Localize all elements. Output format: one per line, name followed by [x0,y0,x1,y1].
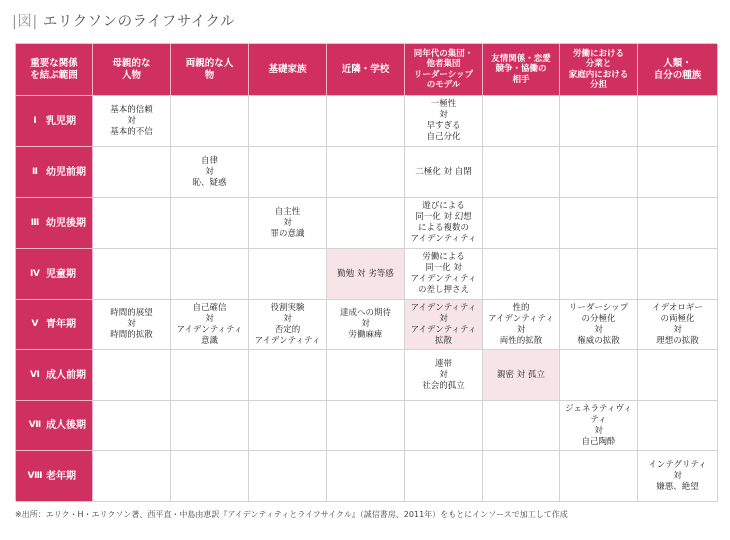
crisis-cell [171,96,249,147]
crisis-cell [327,96,405,147]
crisis-cell [560,198,638,249]
stage-label [16,401,93,451]
stage-name: 成人後期 [46,420,86,431]
figure-label: |図| [12,14,38,30]
crisis-cell: 親密 対 孤立 [483,350,560,401]
crisis-cell [93,401,171,451]
crisis-cell [638,350,718,401]
crisis-cell: 自主性 対 罪の意識 [249,198,327,249]
crisis-cell [560,96,638,147]
stage-name: 老年期 [46,470,76,482]
column-header: 基礎家族 [249,44,327,96]
stage-label [16,147,93,198]
stage-number: Ⅷ [27,470,43,481]
stage-number: Ⅶ [28,420,42,430]
column-header: 同年代の集団・ 他者集団 リーダーシップ のモデル [405,44,483,96]
crisis-cell [405,401,483,451]
crisis-cell [249,350,327,401]
crisis-cell [249,147,327,198]
crisis-cell [560,350,638,401]
crisis-cell [171,198,249,249]
crisis-cell: イデオロギー の両極化 対 理想の拡散 [638,300,718,350]
column-header: 労働における 分業と 家庭内における 分担 [560,44,638,96]
stage-name: 児童期 [46,268,76,280]
crisis-cell [249,451,327,502]
crisis-cell: 自己確信 対 アイデンティティ 意識 [171,300,249,350]
crisis-cell [249,96,327,147]
crisis-cell [483,198,560,249]
column-header: 近隣・学校 [327,44,405,96]
stage-name: 幼児前期 [46,166,86,178]
crisis-cell: 自律 対 恥、疑惑 [171,147,249,198]
stage-number: Ⅰ [33,115,37,126]
crisis-cell [93,451,171,502]
crisis-cell [327,401,405,451]
crisis-cell [560,249,638,300]
crisis-cell [638,198,718,249]
stage-name: 青年期 [46,319,76,330]
crisis-cell [327,198,405,249]
column-header-scope: 重要な関係 を結ぶ範囲 [16,44,93,96]
crisis-cell [171,249,249,300]
stage-label [16,249,93,300]
crisis-cell [93,350,171,401]
crisis-cell: 二極化 対 自閉 [405,147,483,198]
source-note: ※出所：エリク・H・エリクソン著、西平直・中島由恵訳『アイデンティティとライフサイクル』（誠信書房、2011年）をもとにインソースで加工して作成 [15,510,568,519]
crisis-cell [483,401,560,451]
column-header: 人類・ 自分の種族 [638,44,718,96]
stage-number: Ⅴ [31,319,39,329]
column-header: 友情関係・恋愛 競争・協働の 相手 [483,44,560,96]
crisis-cell [483,147,560,198]
crisis-cell [638,147,718,198]
crisis-cell [327,147,405,198]
crisis-cell [560,451,638,502]
crisis-cell: 役割実験 対 否定的 アイデンティティ [249,300,327,350]
stage-label [16,451,93,502]
crisis-cell [327,451,405,502]
crisis-cell: インテグリティ 対 嫌悪、絶望 [638,451,718,502]
crisis-cell: 遊びによる 同一化 対 幻想 による複数の アイデンティティ [405,198,483,249]
crisis-cell: 時間的展望 対 時間的拡散 [93,300,171,350]
crisis-cell: リーダーシップ の分極化 対 権威の拡散 [560,300,638,350]
crisis-cell [483,451,560,502]
crisis-cell [93,249,171,300]
crisis-cell [327,350,405,401]
figure-title [12,10,235,31]
crisis-cell [171,451,249,502]
crisis-cell [483,96,560,147]
crisis-cell [638,96,718,147]
crisis-cell [249,401,327,451]
crisis-cell [638,401,718,451]
crisis-cell: アイデンティティ 対 アイデンティティ 拡散 [405,300,483,350]
crisis-cell [249,249,327,300]
crisis-cell [483,249,560,300]
crisis-cell: 一極性 対 早すぎる 自己分化 [405,96,483,147]
crisis-cell [560,147,638,198]
crisis-cell: 連帯 対 社会的孤立 [405,350,483,401]
stage-name: 成人前期 [46,369,86,381]
crisis-cell: 基本的信頼 対 基本的不信 [93,96,171,147]
crisis-cell: 性的 アイデンティティ 対 両性的拡散 [483,300,560,350]
crisis-cell: ジェネラティヴィ ティ 対 自己陶酔 [560,401,638,451]
crisis-cell: 勤勉 対 劣等感 [327,249,405,300]
crisis-cell [93,198,171,249]
crisis-cell [93,147,171,198]
crisis-cell [405,451,483,502]
stage-label [16,96,93,147]
stage-number: Ⅲ [30,217,40,228]
stage-label [16,350,93,401]
crisis-cell [171,401,249,451]
stage-number: Ⅵ [30,369,40,380]
stage-name: 幼児後期 [46,217,86,229]
stage-number: Ⅳ [30,268,40,279]
stage-name: 乳児期 [46,115,76,127]
crisis-cell [171,350,249,401]
column-header: 母親的な 人物 [93,44,171,96]
stage-number: Ⅱ [32,166,38,177]
column-header: 両親的な人 物 [171,44,249,96]
stage-label [16,300,93,350]
figure-title-text: エリクソンのライフサイクル [42,14,235,30]
lifecycle-table [15,43,717,501]
crisis-cell [638,249,718,300]
crisis-cell: 労働による 同一化 対 アイデンティティ の差し押さえ [405,249,483,300]
stage-label [16,198,93,249]
crisis-cell: 達成への期待 対 労働麻痺 [327,300,405,350]
